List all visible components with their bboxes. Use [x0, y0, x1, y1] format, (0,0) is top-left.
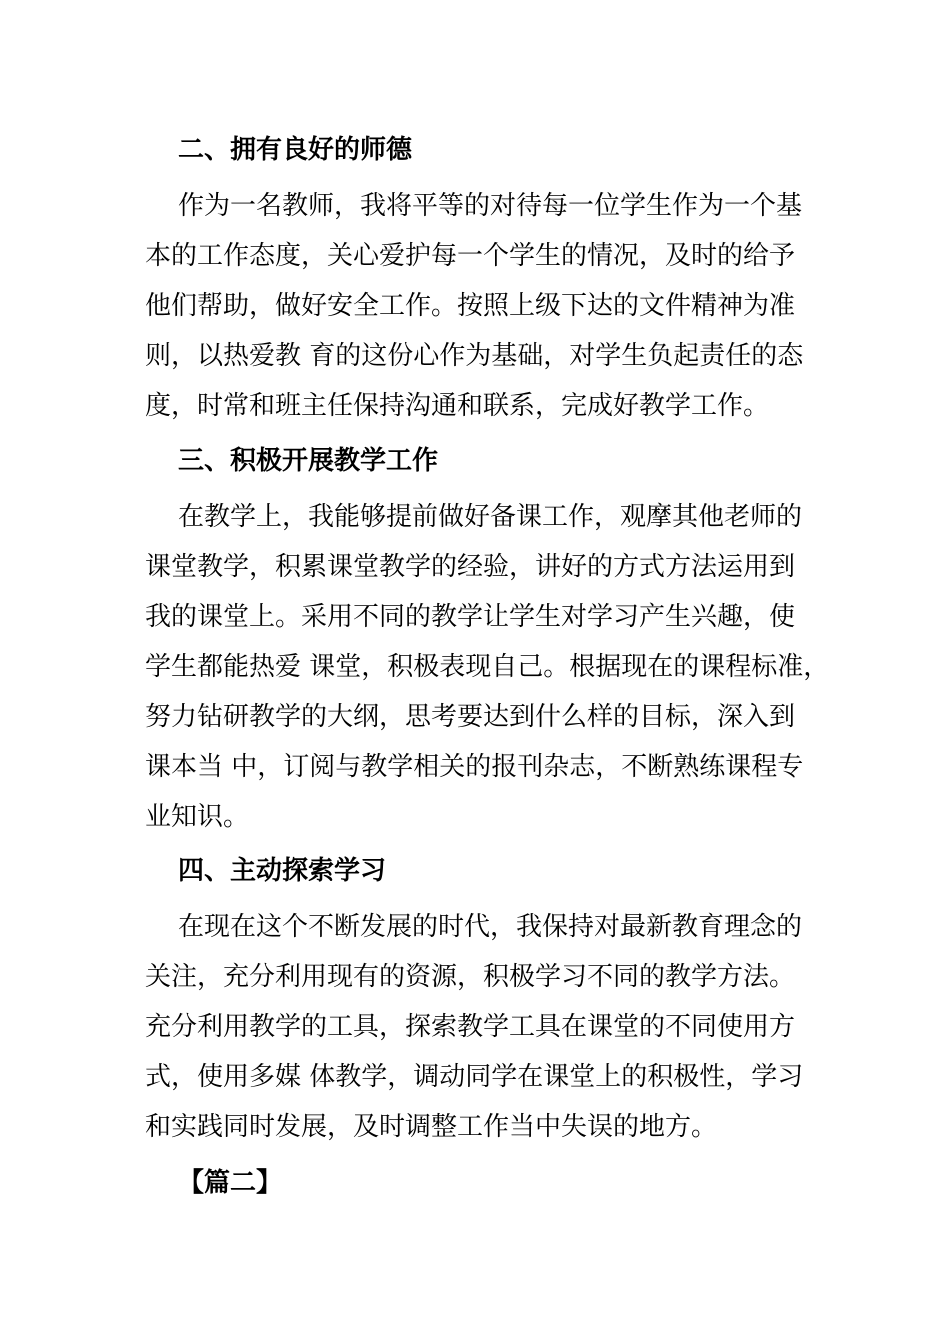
- paragraph-line: 学生都能热爱 课堂，积极表现自己。根据现在的课程标准，: [145, 652, 830, 682]
- paragraph-line: 关注，充分利用现有的资源，积极学习不同的教学方法。: [145, 962, 796, 992]
- paragraph-line: 本的工作态度，关心爱护每一个学生的情况，及时的给予: [145, 241, 796, 271]
- paragraph-line: 则，以热爱教 育的这份心作为基础，对学生负起责任的态: [145, 341, 804, 371]
- paragraph-line: 和实践同时发展，及时调整工作当中失误的地方。: [145, 1112, 718, 1142]
- section-heading-2: 二、拥有良好的师德: [178, 135, 413, 165]
- paragraph-line: 在现在这个不断发展的时代，我保持对最新教育理念的: [178, 912, 803, 942]
- paragraph-line: 课本当 中，订阅与教学相关的报刊杂志，不断熟练课程专: [145, 752, 804, 782]
- paragraph-line: 他们帮助，做好安全工作。按照上级下达的文件精神为准: [145, 291, 796, 321]
- section-heading-4: 四、主动探索学习: [178, 856, 387, 886]
- paragraph-line: 我的课堂上。采用不同的教学让学生对学习产生兴趣，使: [145, 602, 796, 632]
- section-paragraph-2: [145, 181, 805, 431]
- paragraph-line: 课堂教学，积累课堂教学的经验，讲好的方式方法运用到: [145, 552, 796, 582]
- paragraph-line: 作为一名教师，我将平等的对待每一位学生作为一个基: [178, 191, 803, 221]
- paragraph-line: 式，使用多媒 体教学，调动同学在课堂上的积极性，学习: [145, 1062, 804, 1092]
- section-heading-3: 三、积极开展教学工作: [178, 446, 439, 476]
- paragraph-line: 度，时常和班主任保持沟通和联系，完成好教学工作。: [145, 391, 770, 421]
- paragraph-line: 业知识。: [145, 802, 250, 832]
- paragraph-line: 努力钻研教学的大纲，思考要达到什么样的目标，深入到: [145, 702, 796, 732]
- paragraph-line: 充分利用教学的工具，探索教学工具在课堂的不同使用方: [145, 1012, 796, 1042]
- section-label-part-two: 【篇二】: [178, 1168, 283, 1198]
- section-paragraph-4: [145, 902, 805, 1152]
- paragraph-line: 在教学上，我能够提前做好备课工作，观摩其他老师的: [178, 502, 803, 532]
- section-paragraph-3: [145, 492, 830, 842]
